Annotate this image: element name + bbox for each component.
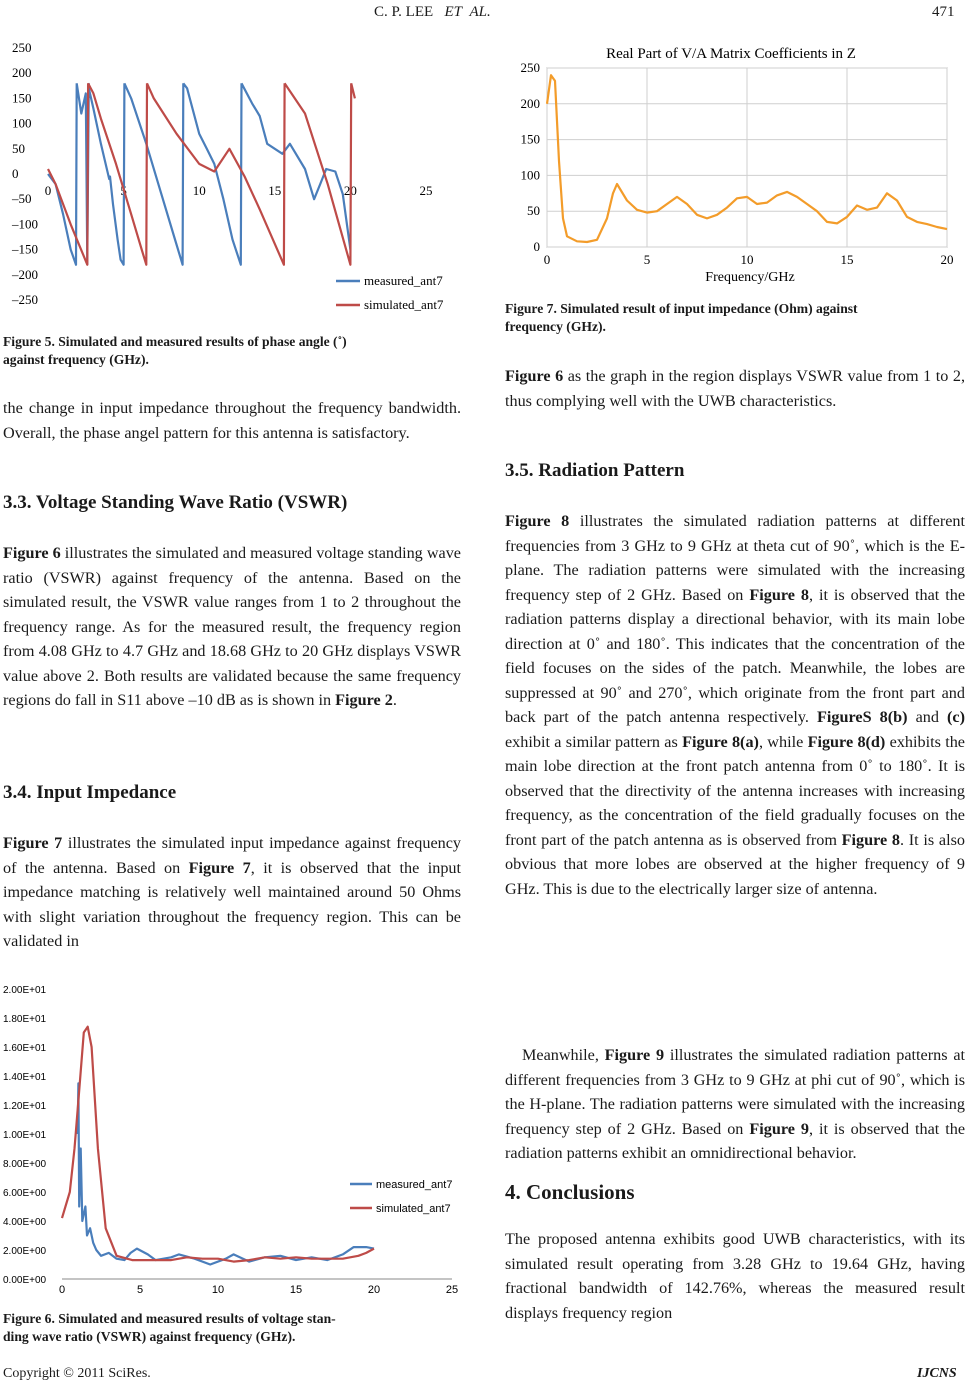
figure-6-caption-line2: ding wave ratio (VSWR) against frequency (GHz).: [3, 1329, 296, 1344]
right-para-2-a: illustrates the simulated radiation patterns at different frequencies from 3 GHz to 9 GHz at theta cut of 90˚, which is the E-plane. The radiation patterns were simulated with the increasing frequency step of 2 GHz. Based on: [505, 512, 966, 604]
y-tick-label: 100: [520, 167, 540, 183]
x-tick-label: 15: [840, 252, 854, 267]
right-para-1: [505, 364, 965, 413]
figure-9-ref-2: Figure 9: [749, 1119, 809, 1138]
y-tick-label: 1.20E+01: [3, 1101, 47, 1112]
y-tick-label: –50: [12, 191, 32, 207]
figure-6-caption-line1: Figure 6. Simulated and measured results of voltage stan-: [3, 1311, 336, 1326]
y-tick-label: 50: [12, 140, 25, 156]
y-tick-label: 1.80E+01: [3, 1014, 47, 1025]
x-tick-label: 10: [192, 183, 206, 198]
series-line-simulated_ant7: [62, 1027, 374, 1262]
legend-label: measured_ant7: [376, 1179, 453, 1191]
figure-7-ref-2: Figure 7: [188, 858, 251, 877]
x-tick-label: 25: [419, 183, 433, 198]
y-tick-label: 0: [12, 166, 19, 181]
figure-5-chart: [0, 36, 470, 312]
x-tick-label: 10: [211, 1284, 225, 1296]
y-tick-label: 100: [12, 115, 32, 131]
y-tick-label: 2.00E+01: [3, 985, 47, 996]
figure-5-caption: [3, 333, 461, 369]
y-tick-label: –200: [12, 266, 38, 282]
figure-7-caption-line2: frequency (GHz).: [505, 319, 606, 334]
y-tick-label: 200: [12, 65, 32, 81]
y-tick-label: 250: [520, 60, 540, 75]
page-number: 471: [932, 4, 955, 20]
y-tick-label: 0.00E+00: [3, 1275, 47, 1286]
right-para-2-e: , while: [758, 732, 808, 751]
left-para-3: [3, 831, 461, 954]
figure-9-ref: Figure 9: [604, 1046, 665, 1064]
legend-label: measured_ant7: [364, 273, 443, 288]
x-tick-label: 0: [44, 183, 52, 198]
series-line-measured_ant7: [78, 1083, 374, 1264]
right-para-3-b: illustrates the simulated radiation patterns at different frequencies from 3 GHz to 9 GHz at phi cut of 90˚, which is the H-plane. The radiation patterns were simulated with the increasing frequency step of 2 GHz. Based on: [505, 1046, 965, 1138]
figure-8-ref: Figure 8: [505, 512, 570, 530]
y-tick-label: 50: [527, 203, 540, 219]
figure-7-title: Real Part of V/A Matrix Coefficients in Z: [606, 46, 856, 62]
left-para-1: the change in input impedance throughout the frequency bandwidth. Overall, the phase angel pattern for this antenna is satisfactory.: [3, 399, 461, 442]
right-para-2-c: and: [907, 708, 948, 726]
y-tick-label: 1.00E+01: [3, 1130, 47, 1141]
x-tick-label: 15: [289, 1284, 303, 1296]
x-tick-label: 20: [940, 252, 954, 267]
figure-8-ref-3: Figure 8: [841, 830, 901, 849]
right-para-4: The proposed antenna exhibits good UWB characteristics, with its simulated result operating from 3.28 GHz to 19.64 GHz, having fractional bandwidth of 142.76%, whereas the measured result displays frequency region: [505, 1230, 965, 1322]
y-tick-label: 200: [520, 95, 540, 111]
figure-6-ref: Figure 6: [3, 544, 61, 562]
section-4-heading: 4. Conclusions: [505, 1180, 635, 1204]
section-3-4-heading: 3.4. Input Impedance: [3, 782, 177, 803]
x-tick-label: 20: [367, 1284, 381, 1296]
y-tick-label: –150: [12, 241, 38, 257]
running-header: [374, 4, 491, 21]
figure-8-ref-2: Figure 8: [749, 585, 809, 604]
figure-6-caption: [3, 1310, 461, 1346]
figure-6-chart: [0, 973, 470, 1298]
header-al: AL.: [469, 4, 491, 20]
series-line-measured_ant7: [48, 83, 350, 264]
figure-5-caption-line1: Figure 5. Simulated and measured results of phase angle (˚): [3, 334, 347, 349]
right-para-2-f: exhibits the main lobe direction at the front patch antenna from 0˚ to 180˚. It is observed that the directivity of the antenna increases with increasing frequency, as the concentration of the field gradually focuses on the front part of the patch antenna as is observed from: [505, 732, 965, 849]
x-tick-label: 5: [120, 183, 127, 198]
y-tick-label: 0: [533, 239, 540, 254]
y-tick-label: 8.00E+00: [3, 1159, 47, 1170]
figure-6-ref-right: Figure 6: [505, 367, 564, 385]
section-3-3-heading: 3.3. Voltage Standing Wave Ratio (VSWR): [3, 492, 348, 513]
figure-7-xlabel: Frequency/GHz: [705, 270, 795, 285]
y-tick-label: 1.40E+01: [3, 1072, 47, 1083]
x-tick-label: 10: [740, 252, 754, 267]
x-tick-label: 5: [643, 252, 651, 267]
right-para-3: [505, 1043, 965, 1166]
header-et: ET: [444, 4, 462, 20]
figure-5-caption-line2: against frequency (GHz).: [3, 352, 149, 367]
legend-label: simulated_ant7: [376, 1203, 451, 1215]
y-tick-label: 250: [12, 40, 32, 55]
legend-label: simulated_ant7: [364, 297, 444, 312]
figure-2-ref: Figure 2: [335, 691, 393, 709]
copyright: Copyright © 2011 SciRes.: [3, 1366, 151, 1381]
right-para-3-c: , it is observed that the radiation patterns exhibit an omnidirectional behavior.: [505, 1119, 965, 1162]
figure-7-caption-line1: Figure 7. Simulated result of input impedance (Ohm) against: [505, 301, 858, 316]
left-para-3-a: illustrates the simulated input impedance against frequency of the antenna. Based on: [3, 834, 461, 877]
x-tick-label: 0: [543, 252, 551, 267]
x-tick-label: 5: [136, 1284, 144, 1296]
figure-7-chart: [500, 36, 967, 292]
journal-name: IJCNS: [917, 1366, 957, 1381]
left-para-2-end: .: [392, 691, 397, 709]
y-tick-label: 2.00E+00: [3, 1246, 47, 1257]
y-tick-label: 150: [520, 131, 540, 147]
right-para-2: [505, 509, 965, 901]
left-para-2-body: illustrates the simulated and measured voltage standing wave ratio (VSWR) against frequency of the antenna. Based on the simulated result, the VSWR value ranges from 1 to 2 throughout the frequency range. As for the measured result, the frequency region from 4.08 GHz to 4.7 GHz and 18.68 GHz to 20 GHz displays VSWR value above 2. Both results are validated because the same frequency regions do fall in S11 above –10 dB as is shown in: [3, 544, 461, 709]
y-tick-label: 6.00E+00: [3, 1188, 47, 1199]
left-para-2: [3, 541, 461, 713]
section-3-5-heading: 3.5. Radiation Pattern: [505, 460, 685, 481]
y-tick-label: 150: [12, 90, 32, 106]
right-para-3-a: Meanwhile,: [522, 1046, 605, 1064]
figure-8d-ref: Figure 8(d): [807, 732, 886, 751]
figure-7-ref: Figure 7: [3, 834, 63, 852]
figure-7-caption: [505, 300, 965, 336]
y-tick-label: –100: [12, 216, 38, 232]
y-tick-label: 1.60E+01: [3, 1043, 47, 1054]
x-tick-label: 25: [445, 1284, 459, 1296]
figure-8a-ref: Figure 8(a): [682, 732, 759, 751]
right-para-2-d: exhibit a similar pattern as: [505, 732, 683, 751]
y-tick-label: –250: [12, 292, 38, 307]
y-tick-label: 4.00E+00: [3, 1217, 47, 1228]
right-para-2-b: , it is observed that the radiation patterns display a directional behavior, with its main lobe direction at 0˚ and 180˚. This indicates that the concentration of the field focuses on the sides of the patch. Meanwhile, the lobes are suppressed at 90˚ and 270˚, which originate from the front part and back part of the patch antenna respectively.: [505, 585, 965, 726]
x-tick-label: 20: [343, 183, 357, 198]
figure-8c-ref: (c): [947, 708, 965, 726]
right-para-2-g: . It is also obvious that more lobes are observed at the higher frequency of 9 GHz. This is due to the electrically larger size of antenna.: [505, 830, 965, 898]
x-tick-label: 15: [268, 183, 282, 198]
x-tick-label: 0: [58, 1284, 66, 1296]
left-para-3-b: , it is observed that the input impedance matching is relatively well maintained around 50 Ohms with slight variation throughout the frequency region. This can be validated in: [3, 858, 462, 950]
right-para-1-body: as the graph in the region displays VSWR value from 1 to 2, thus complying well with the UWB characteristics.: [505, 367, 965, 410]
header-author: C. P. LEE: [374, 4, 434, 20]
figure-8b-ref: FigureS 8(b): [817, 708, 908, 726]
